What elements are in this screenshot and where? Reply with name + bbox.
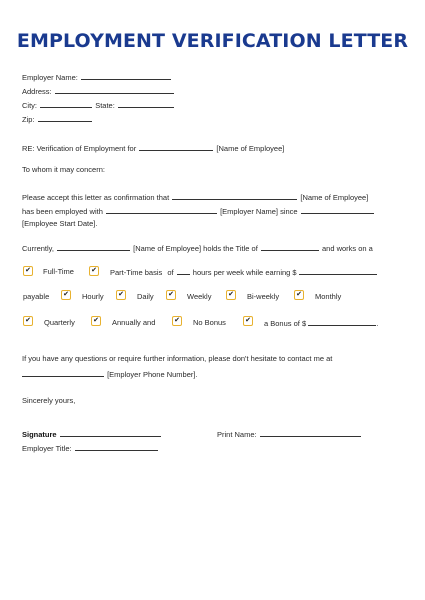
part-time-row bbox=[110, 267, 378, 277]
re-suffix: [Name of Employee] bbox=[216, 144, 285, 153]
check-icon: ✔ bbox=[168, 291, 174, 298]
check-icon: ✔ bbox=[63, 291, 69, 298]
zip-blank[interactable] bbox=[38, 114, 92, 122]
start-date-blank[interactable] bbox=[301, 206, 374, 214]
bonus-checkbox[interactable] bbox=[243, 316, 253, 326]
address-blank[interactable] bbox=[55, 86, 174, 94]
monthly-label: Monthly bbox=[315, 292, 342, 301]
closing: Sincerely yours, bbox=[22, 396, 76, 405]
biweekly-label: Bi-weekly bbox=[247, 292, 280, 301]
daily-checkbox[interactable] bbox=[116, 290, 126, 300]
employer-name-label: Employer Name: bbox=[22, 73, 78, 82]
paragraph1-text-a: Please accept this letter as confirmation that bbox=[22, 193, 170, 202]
check-icon: ✔ bbox=[25, 317, 31, 324]
paragraph1-line3: [Employee Start Date]. bbox=[22, 219, 98, 228]
annually-label: Annually and bbox=[112, 318, 156, 327]
check-icon: ✔ bbox=[91, 267, 97, 274]
re-line bbox=[22, 143, 284, 153]
weekly-label: Weekly bbox=[187, 292, 212, 301]
hourly-checkbox[interactable] bbox=[61, 290, 71, 300]
monthly-checkbox[interactable] bbox=[294, 290, 304, 300]
check-icon: ✔ bbox=[118, 291, 124, 298]
currently-line bbox=[22, 243, 373, 253]
daily-label: Daily bbox=[137, 292, 154, 301]
phone-blank[interactable] bbox=[22, 369, 104, 377]
part-time-checkbox[interactable] bbox=[89, 266, 99, 276]
print-name-label: Print Name: bbox=[217, 430, 257, 439]
paragraph1-text-c: has been employed with bbox=[22, 207, 103, 216]
print-name-line bbox=[217, 429, 362, 439]
check-icon: ✔ bbox=[245, 317, 251, 324]
hours-blank[interactable] bbox=[177, 267, 190, 275]
signature-blank[interactable] bbox=[60, 429, 161, 437]
full-time-checkbox[interactable] bbox=[23, 266, 33, 276]
employee-name-blank[interactable] bbox=[172, 192, 297, 200]
city-state-line bbox=[22, 100, 175, 110]
full-time-label: Full-Time bbox=[43, 267, 74, 276]
paragraph1-line1 bbox=[22, 192, 368, 202]
employer-title-blank[interactable] bbox=[75, 443, 158, 451]
quarterly-label: Quarterly bbox=[44, 318, 75, 327]
no-bonus-checkbox[interactable] bbox=[172, 316, 182, 326]
paragraph1-text-d: [Employer Name] since bbox=[220, 207, 298, 216]
check-icon: ✔ bbox=[228, 291, 234, 298]
zip-line bbox=[22, 114, 93, 124]
hours-label: hours per week while earning $ bbox=[192, 268, 297, 277]
employer-name-blank[interactable] bbox=[81, 72, 171, 80]
current-employee-blank[interactable] bbox=[57, 243, 130, 251]
state-blank[interactable] bbox=[118, 100, 174, 108]
re-employee-blank[interactable] bbox=[139, 143, 213, 151]
print-name-blank[interactable] bbox=[260, 429, 361, 437]
salutation: To whom it may concern: bbox=[22, 165, 105, 174]
currently-text-a: Currently, bbox=[22, 244, 54, 253]
bonus-label: a Bonus of $ bbox=[264, 319, 307, 328]
paragraph1-line2 bbox=[22, 206, 375, 216]
contact-line2 bbox=[22, 369, 198, 379]
employer-name-blank-2[interactable] bbox=[106, 206, 217, 214]
biweekly-checkbox[interactable] bbox=[226, 290, 236, 300]
employer-name-line bbox=[22, 72, 172, 82]
payable-label: payable bbox=[23, 292, 50, 301]
employer-title-line bbox=[22, 443, 159, 453]
state-label: State: bbox=[95, 101, 115, 110]
signature-label: Signature bbox=[22, 430, 57, 439]
bonus-row bbox=[264, 318, 378, 328]
check-icon: ✔ bbox=[174, 317, 180, 324]
contact-line1: If you have any questions or require further information, please don't hesitate to contact me at bbox=[22, 354, 333, 363]
city-blank[interactable] bbox=[40, 100, 92, 108]
bonus-period: . bbox=[376, 319, 379, 328]
address-label: Address: bbox=[22, 87, 52, 96]
employer-title-label: Employer Title: bbox=[22, 444, 72, 453]
job-title-blank[interactable] bbox=[261, 243, 319, 251]
zip-label: Zip: bbox=[22, 115, 35, 124]
annually-checkbox[interactable] bbox=[91, 316, 101, 326]
signature-line bbox=[22, 429, 162, 439]
weekly-checkbox[interactable] bbox=[166, 290, 176, 300]
of-label: of bbox=[167, 268, 174, 277]
quarterly-checkbox[interactable] bbox=[23, 316, 33, 326]
re-prefix: RE: Verification of Employment for bbox=[22, 144, 137, 153]
currently-text-b: [Name of Employee] holds the Title of bbox=[133, 244, 258, 253]
check-icon: ✔ bbox=[296, 291, 302, 298]
city-label: City: bbox=[22, 101, 37, 110]
address-line bbox=[22, 86, 175, 96]
earnings-blank[interactable] bbox=[299, 267, 377, 275]
phone-label: [Employer Phone Number]. bbox=[107, 370, 198, 379]
no-bonus-label: No Bonus bbox=[193, 318, 226, 327]
currently-text-c: and works on a bbox=[321, 244, 373, 253]
hourly-label: Hourly bbox=[82, 292, 104, 301]
check-icon: ✔ bbox=[93, 317, 99, 324]
paragraph1-text-b: [Name of Employee] bbox=[300, 193, 369, 202]
part-time-label: Part-Time basis bbox=[110, 268, 163, 277]
page-title: EMPLOYMENT VERIFICATION LETTER bbox=[16, 30, 409, 52]
bonus-amount-blank[interactable] bbox=[308, 318, 379, 328]
check-icon: ✔ bbox=[25, 267, 31, 274]
